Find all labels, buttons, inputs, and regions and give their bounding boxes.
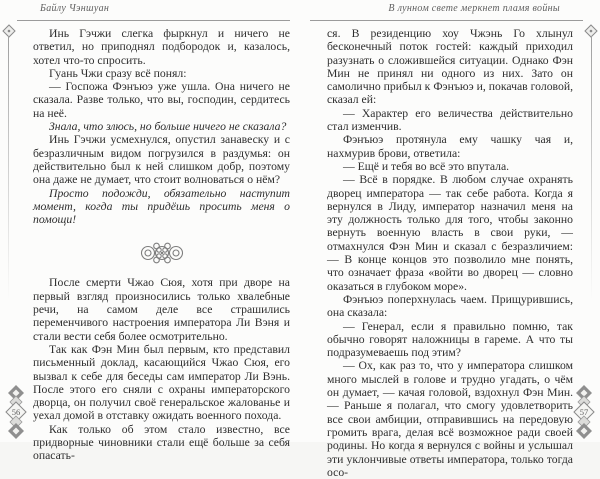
running-head-left: Байлу Чэншуан [40,3,110,14]
page-body-left [33,27,290,463]
paragraph: — Характер его величества действительно стал изменчив. [327,106,573,134]
page-body-right [327,27,573,479]
paragraph: Инь Гэчжи слегка фыркнул и ничего не ответил, но приподнял подбородок и, казалось, хотел что-то спросить. [33,27,290,67]
page-number: 57 [579,407,589,417]
running-head-rule-right [310,20,583,21]
paragraph: Просто подожди, обязательно наступит момент, когда ты придёшь просить меня о помощи! [33,186,290,227]
paragraph: Знала, что злюсь, но больше ничего не сказала? [49,120,287,134]
paragraph: Фэнъюэ поперхнулась чаем. Прищурившись, она сказала: [327,292,573,320]
page-edge-line-right [591,36,592,366]
paragraph: — Всё в порядке. В любом случае охранять дворец императора — так себе работа. Когда я вернулся в Лиду, император назначил меня на эту должность только для того, чтобы законно вернуть военную власть в свои руки, — отмахнулся Фэн Мин и сказал с безразличием: — В конце концов это позволило мне понять, что означает фраза «войти во дворец — словно оказаться в глубоком море». [327,173,573,293]
paragraph: Инь Гэчжи усмехнулся, опустил занавеску и с безразличным видом погрузился в раздумья: он действительно был к ней слишком добр, поэтому она даже не думает, что стоит волноваться о нём? [33,133,290,187]
corner-diamond-icon [2,24,16,38]
paragraph: — Ох, как раз то, что у императора слишком много мыслей в голове и трудно угадать, о чём он думает, — качая головой, вздохнул Фэн Мин. — Раньше я полагал, что смогу удовлетворить все свои амбиции, отправившись на передовую громить врага, делая всё возможное ради своей родины. Но когда я вернулся с войны и услышал эти уклончивые ответы императора, только тогда осо- [327,359,573,479]
running-head-right: В лунном свете меркнет пламя войны [388,3,560,14]
paragraph: — Ещё и тебя во всё это впутала. [343,159,510,173]
paragraph: Как только об этом стало известно, все придворные чиновники стали ещё больше за себя опасать- [33,422,290,463]
paragraph: — Генерал, если я правильно помню, так обычно говорят наложницы в гареме. А что ты подразумеваешь под этим? [327,319,573,360]
page-edge-line-left [8,36,9,366]
paragraph: После смерти Чжао Сюя, хотя при дворе на первый взгляд произносились только хвалебные речи, на самом деле все страшились переменчивого настроения императора Ли Вэня и стали вести себя более осмотрительно. [33,276,290,343]
page-number-ornament-left [1,383,31,441]
page-number-ornament-right [569,383,599,441]
paragraph: ся. В резиденцию хоу Чжэнь Го хлынул бесконечный поток гостей: каждый приходил разузнать о сложившейся ситуации. Однако Фэн Мин не принял ни одного из них. Зато он самолично прибыл к Фэнъюэ и, покачав головой, сказал ей: [327,27,573,107]
page-left [0,0,300,463]
paragraph: Фэнъюэ протянула ему чашку чая и, нахмурив брови, ответила: [327,133,573,160]
page-number: 56 [11,407,21,417]
paragraph: Так как Фэн Мин был первым, кто представил письменный доклад, касающийся Чжао Сюя, его вызвал к себе для беседы сам император Ли Вэнь. После этого его сняли с охраны императорского дворца, он получил своё генеральское жалованье и уехал домой в отставку ожидать военного похода. [33,342,290,423]
section-divider-knot-icon [139,239,185,267]
running-head-rule-left [17,20,290,21]
paragraph: Гуань Чжи сразу всё понял: [49,66,187,80]
page-right [300,0,600,479]
paragraph: — Госпожа Фэнъюэ уже ушла. Она ничего не сказала. Разве только, что вы, господин, сердитесь на неё. [33,80,290,120]
